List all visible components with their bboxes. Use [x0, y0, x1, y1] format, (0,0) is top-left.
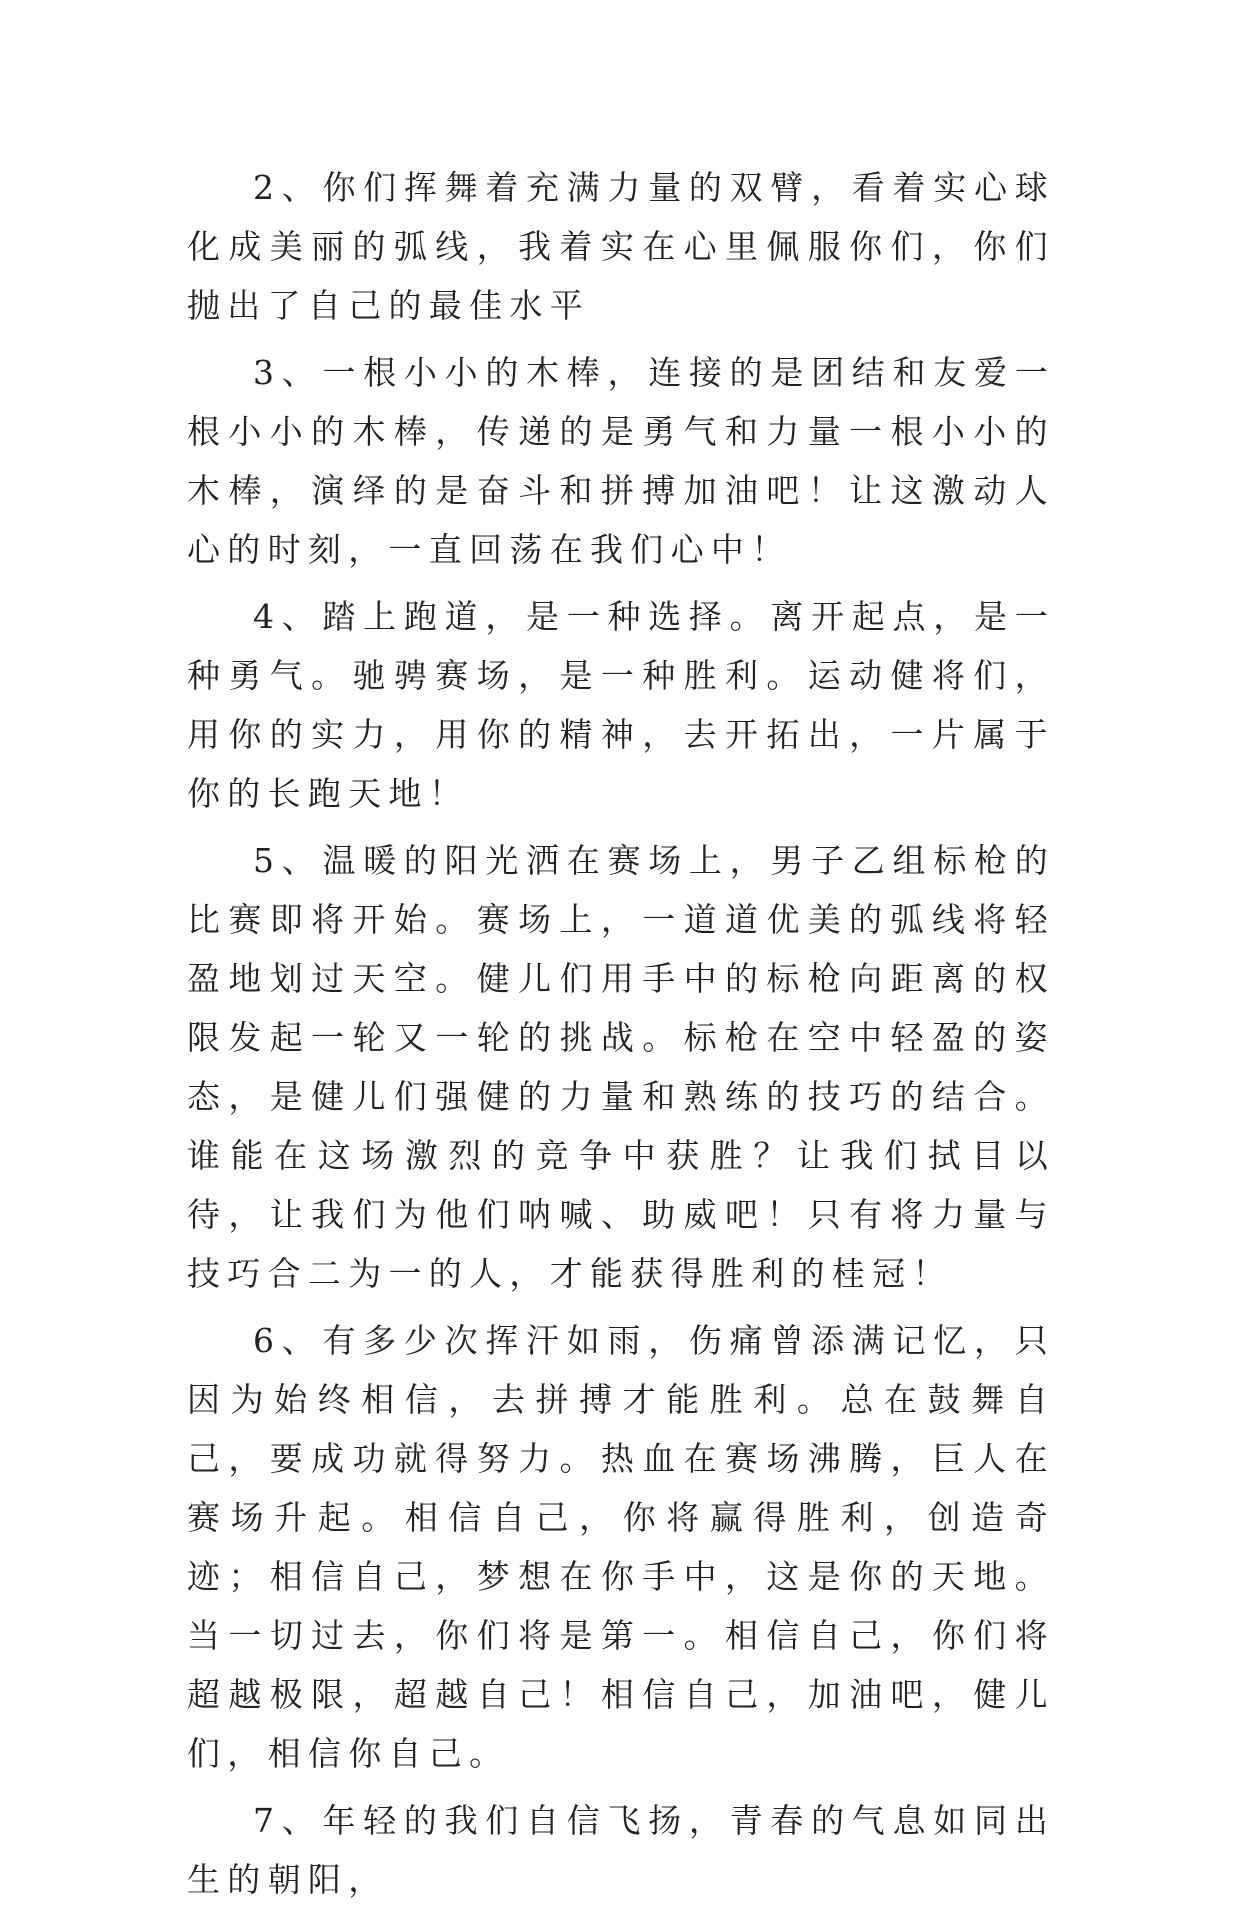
paragraph-6: 6、有多少次挥汗如雨，伤痛曾添满记忆，只因为始终相信，去拼搏才能胜利。总在鼓舞自己，要成功就得努力。热血在赛场沸腾，巨人在赛场升起。相信自己，你将赢得胜利，创造奇迹；相信自己，梦想在你手中，这是你的天地。当一切过去，你们将是第一。相信自己，你们将超越极限，超越自己！相信自己，加油吧，健儿们，相信你自己。	[187, 1321, 1055, 1773]
paragraph-7: 7、年轻的我们自信飞扬，青春的气息如同出生的朝阳，	[187, 1801, 1055, 1899]
paragraph-5: 5、温暖的阳光洒在赛场上，男子乙组标枪的比赛即将开始。赛场上，一道道优美的弧线将轻盈地划过天空。健儿们用手中的标枪向距离的权限发起一轮又一轮的挑战。标枪在空中轻盈的姿态，是健儿们强健的力量和熟练的技巧的结合。谁能在这场激烈的竞争中获胜？让我们拭目以待，让我们为他们呐喊、助威吧！只有将力量与技巧合二为一的人，才能获得胜利的桂冠！	[187, 841, 1055, 1293]
paragraph-2: 2、你们挥舞着充满力量的双臂，看着实心球化成美丽的弧线，我着实在心里佩服你们，你们抛出了自己的最佳水平	[187, 168, 1055, 325]
paragraph-4: 4、踏上跑道，是一种选择。离开起点，是一种勇气。驰骋赛场，是一种胜利。运动健将们，用你的实力，用你的精神，去开拓出，一片属于你的长跑天地！	[187, 597, 1055, 813]
paragraph-3: 3、一根小小的木棒，连接的是团结和友爱一根小小的木棒，传递的是勇气和力量一根小小的木棒，演绎的是奋斗和拼搏加油吧！让这激动人心的时刻，一直回荡在我们心中！	[187, 353, 1055, 569]
document-body	[187, 158, 1055, 1917]
